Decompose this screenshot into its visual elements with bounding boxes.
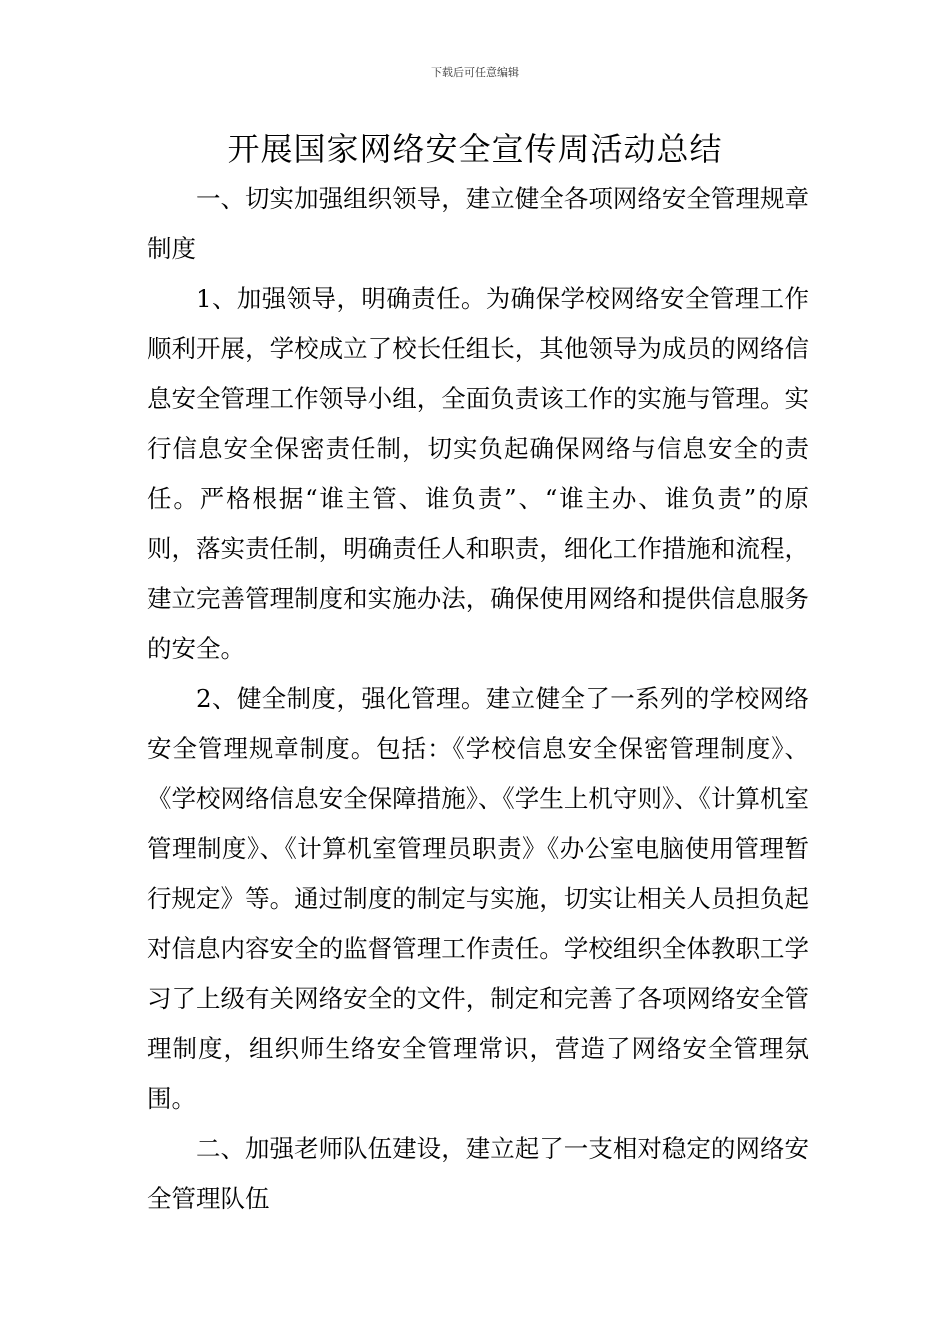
document-title: 开展国家网络安全宣传周活动总结 [227, 130, 723, 168]
paragraph-leadership: 1、加强领导，明确责任。为确保学校网络安全管理工作顺利开展，学校成立了校长任组长，其他领导为成员的网络信息安全管理工作领导小组，全面负责该工作的实施与管理。实行信息安全保密责任制，切实负起确保网络与信息安全的责任。严格根据“谁主管、谁负责”、“谁主办、谁负责”的原则，落实责任制，明确责任人和职责，细化工作措施和流程，建立完善管理制度和实施办法，确保使用网络和提供信息服务的安全。 [147, 284, 809, 663]
section-heading-1: 一、切实加强组织领导，建立健全各项网络安全管理规章制度 [147, 184, 809, 263]
page-header-note: 下载后可任意编辑 [431, 66, 519, 79]
paragraph-regulations: 2、健全制度，强化管理。建立健全了一系列的学校网络安全管理规章制度。包括：《学校信息安全保密管理制度》、《学校网络信息安全保障措施》、《学生上机守则》、《计算机室管理制度》、《计算机室管理员职责》《办公室电脑使用管理暂行规定》等。通过制度的制定与实施，切实让相关人员担负起对信息内容安全的监督管理工作责任。学校组织全体教职工学习了上级有关网络安全的文件，制定和完善了各项网络安全管理制度，组织师生络安全管理常识，营造了网络安全管理氛围。 [147, 684, 809, 1113]
section-heading-2: 二、加强老师队伍建设，建立起了一支相对稳定的网络安全管理队伍 [147, 1134, 809, 1213]
document-body [147, 174, 809, 1224]
